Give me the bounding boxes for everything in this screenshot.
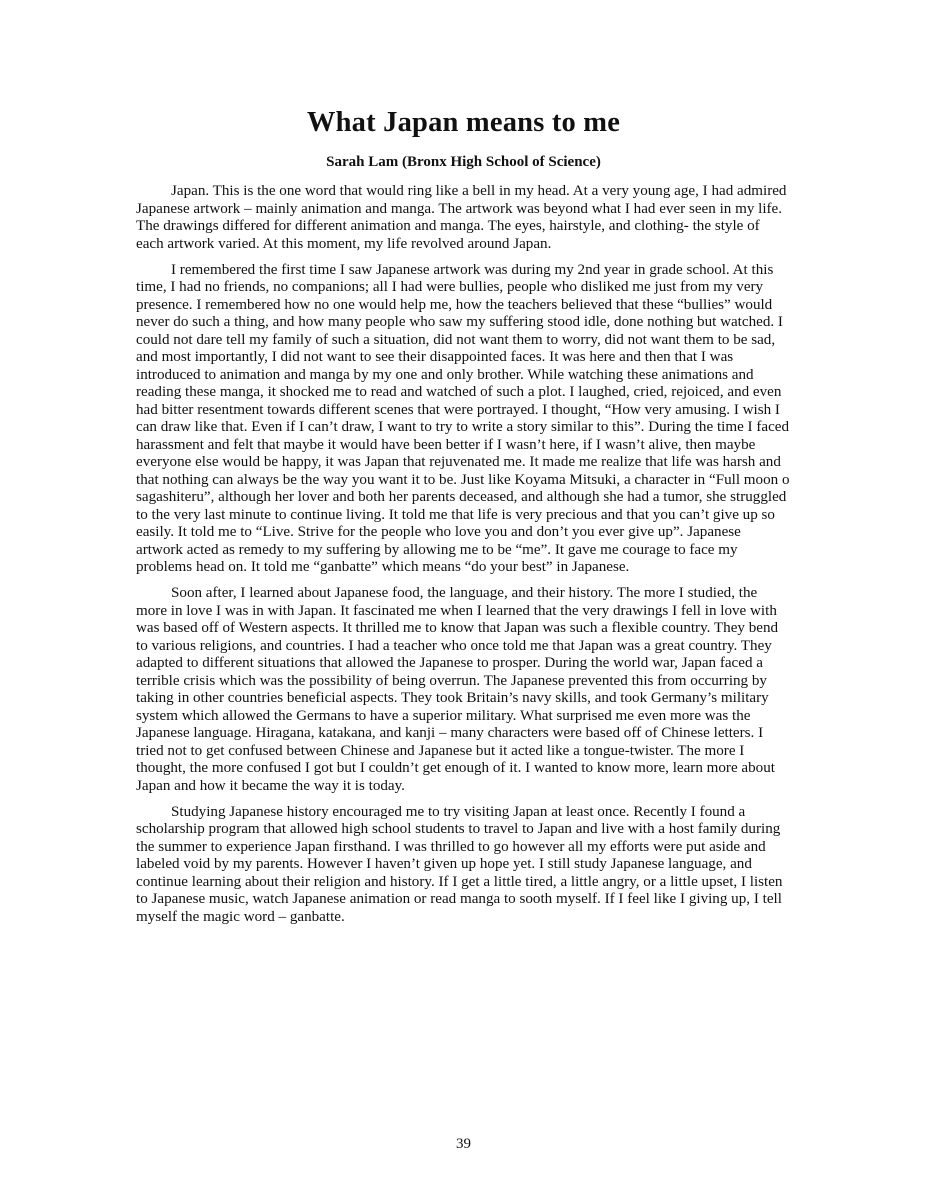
essay-body	[136, 183, 791, 926]
essay-paragraph: I remembered the first time I saw Japanese artwork was during my 2nd year in grade school. At this time, I had no friends, no companions; all I had were bullies, people who disliked me just from my very presence. I remembered how no one would help me, how the teachers believed that these “bullies” would never do such a thing, and how many people who saw my suffering stood idle, done nothing but watched. I could not dare tell my family of such a situation, did not want them to worry, did not want them to be sad, and most importantly, I did not want to see their disappointed faces. It was here and then that I was introduced to animation and manga by my one and only brother. While watching these animations and reading these manga, it shocked me to read and watched of such a plot. I laughed, cried, rejoiced, and even had bitter resentment towards different scenes that were portrayed. I thought, “How very amusing. I wish I can draw like that. Even if I can’t draw, I want to try to write a story similar to this”. During the time I faced harassment and felt that maybe it would have been better if I wasn’t here, if I wasn’t alive, then maybe everyone else would be happy, it was Japan that rejuvenated me. It made me realize that life was harsh and that nothing can always be the way you want it to be. Just like Koyama Mitsuki, a character in “Full moon o sagashiteru”, although her lover and both her parents deceased, and although she had a tumor, she struggled to the very last minute to continue living. It told me that life is very precious and that you can’t give up so easily. It told me to “Live. Strive for the people who love you and don’t you ever give up”. Japanese artwork acted as remedy to my suffering by allowing me to be “me”. It gave me courage to face my problems head on. It told me “ganbatte” which means “do your best” in Japanese.	[136, 261, 790, 575]
essay-title: What Japan means to me	[306, 107, 621, 138]
essay-paragraph: Japan. This is the one word that would ring like a bell in my head. At a very young age, I had admired Japanese artwork – mainly animation and manga. The artwork was beyond what I had ever seen in my life. The drawings differed for different animation and manga. The eyes, hairstyle, and clothing- the style of each artwork varied. At this moment, my life revolved around Japan.	[136, 183, 787, 252]
essay-content	[136, 0, 791, 926]
essay-paragraph: Studying Japanese history encouraged me to try visiting Japan at least once. Recently I found a scholarship program that allowed high school students to travel to Japan and live with a host family during the summer to experience Japan firsthand. I was thrilled to go however all my efforts were put aside and labeled void by my parents. However I haven’t given up hope yet. I still study Japanese language, and continue learning about their religion and history. If I get a little tired, a little angry, or a little upset, I listen to Japanese music, watch Japanese animation or read manga to sooth myself. If I feel like I giving up, I tell myself the magic word – ganbatte.	[136, 803, 783, 925]
page-number: 39	[456, 1136, 471, 1152]
essay-author: Sarah Lam (Bronx High School of Science)	[326, 154, 601, 170]
essay-paragraph: Soon after, I learned about Japanese food, the language, and their history. The more I studied, the more in love I was in with Japan. It fascinated me when I learned that the very drawings I fell in love with was based off of Western aspects. It thrilled me to know that Japan was such a flexible country. They bend to various religions, and countries. I had a teacher who once told me that Japan was a great country. They adapted to different situations that allowed the Japanese to prosper. During the world war, Japan faced a terrible crisis which was the possibility of being overrun. The Japanese prevented this from occurring by taking in other countries beneficial aspects. They took Britain’s navy skills, and took Germany’s military system which allowed the Germans to have a superior military. What surprised me even more was the Japanese language. Hiragana, katakana, and kanji – many characters were based off of Chinese letters. I tried not to get confused between Chinese and Japanese but it acted like a tongue-twister. The more I thought, the more confused I got but I couldn’t get enough of it. I wanted to know more, learn more about Japan and how it became the way it is today.	[136, 585, 779, 794]
